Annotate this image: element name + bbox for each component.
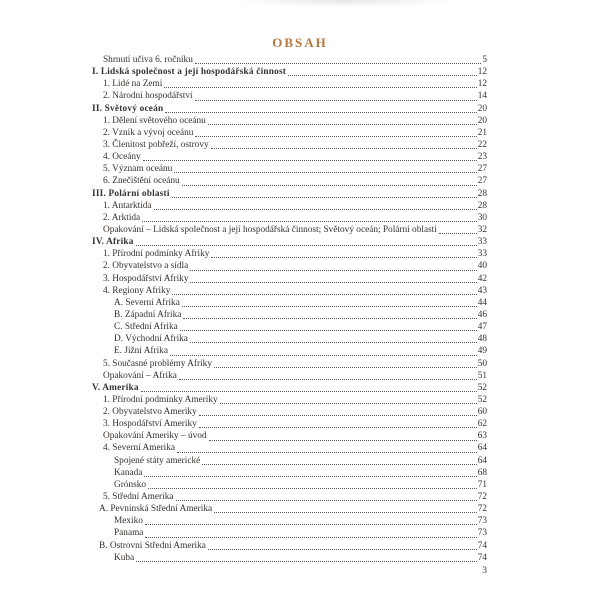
toc-entry-label: Spojené státy americké bbox=[114, 455, 201, 466]
dot-leader bbox=[214, 511, 477, 513]
dot-leader bbox=[199, 414, 477, 416]
dot-leader bbox=[180, 329, 477, 331]
toc-entry-label: E. Jižní Afrika bbox=[114, 346, 168, 357]
toc-entry bbox=[103, 224, 487, 236]
toc-entry bbox=[103, 285, 487, 297]
toc-entry-label: 6. Znečištění oceánu bbox=[103, 176, 180, 187]
toc-entry-label: II. Světový oceán bbox=[92, 103, 164, 114]
dot-leader bbox=[202, 463, 476, 465]
toc-entry bbox=[103, 200, 487, 212]
toc-entry-label: Kuba bbox=[114, 552, 135, 563]
toc-entry-label: A. Severní Afrika bbox=[114, 297, 180, 308]
toc-entry-page: 51 bbox=[477, 370, 487, 381]
toc-entry bbox=[114, 552, 487, 564]
toc-entry bbox=[114, 333, 487, 345]
toc-entry-page: 42 bbox=[477, 273, 487, 284]
toc-entry-label: 2. Národní hospodářství bbox=[103, 91, 193, 102]
toc-entry-page: 43 bbox=[477, 285, 487, 296]
toc-entry-page: 22 bbox=[477, 139, 487, 150]
toc-entry-page: 68 bbox=[477, 467, 487, 478]
toc-entry-page: 73 bbox=[477, 528, 487, 539]
toc-entry bbox=[103, 406, 487, 418]
toc-entry-page: 32 bbox=[477, 224, 487, 235]
toc-entry-page: 40 bbox=[477, 261, 487, 272]
dot-leader bbox=[174, 171, 476, 173]
toc-entry-page: 30 bbox=[477, 212, 487, 223]
toc-entry-label: Opakování Ameriky – úvod bbox=[103, 431, 207, 442]
dot-leader bbox=[165, 111, 476, 113]
toc-entry bbox=[103, 394, 487, 406]
toc-entry-page: 28 bbox=[477, 188, 487, 199]
toc-entry-page: 72 bbox=[477, 492, 487, 503]
toc-entry-page: 63 bbox=[477, 431, 487, 442]
toc-entry bbox=[103, 358, 487, 370]
toc-entry-label: 5. Současné problémy Afriky bbox=[103, 358, 212, 369]
toc-entry bbox=[114, 515, 487, 527]
dot-leader bbox=[190, 341, 477, 343]
toc-entry-label: Grónsko bbox=[114, 479, 147, 490]
toc-entry-page: 23 bbox=[477, 152, 487, 163]
toc-entry-label: III. Polární oblasti bbox=[92, 188, 170, 199]
toc-entry-page: 47 bbox=[477, 322, 487, 333]
toc-entry bbox=[103, 248, 487, 260]
toc-entry-page: 50 bbox=[477, 358, 487, 369]
toc-entry-label: 4. Severní Amerika bbox=[103, 443, 176, 454]
dot-leader bbox=[199, 426, 477, 428]
page-number: 3 bbox=[482, 566, 487, 576]
dot-leader bbox=[220, 402, 477, 404]
toc-entry-label: 5. Střední Amerika bbox=[103, 492, 174, 503]
toc-entry-page: 62 bbox=[477, 419, 487, 430]
scan-artifact bbox=[230, 0, 460, 6]
toc-entry-label: B. Západní Afrika bbox=[114, 309, 182, 320]
dot-leader bbox=[190, 281, 476, 283]
dot-leader bbox=[172, 293, 476, 295]
toc-entry-label: D. Východní Afrika bbox=[114, 334, 188, 345]
toc-entry-page: 74 bbox=[477, 552, 487, 563]
dot-leader bbox=[145, 523, 477, 525]
dot-leader bbox=[172, 196, 477, 198]
toc-entry bbox=[103, 163, 487, 175]
toc-entry bbox=[103, 115, 487, 127]
toc-entry-page: 44 bbox=[477, 297, 487, 308]
toc-entry-page: 46 bbox=[477, 309, 487, 320]
toc-entry-page: 21 bbox=[477, 127, 487, 138]
toc-entry-label: 1. Dělení světového oceánu bbox=[103, 115, 206, 126]
toc-entry-page: 5 bbox=[482, 54, 487, 65]
toc-entry bbox=[99, 503, 487, 515]
toc-entry bbox=[103, 175, 487, 187]
toc-entry-label: 3. Hospodářství Afriky bbox=[103, 273, 189, 284]
dot-leader bbox=[183, 317, 476, 319]
toc-entry bbox=[103, 139, 487, 151]
toc-entry-label: 4. Oceány bbox=[103, 152, 141, 163]
toc-entry-page: 12 bbox=[477, 79, 487, 90]
toc-entry-page: 60 bbox=[477, 407, 487, 418]
toc-entry bbox=[114, 479, 487, 491]
toc-entry-page: 71 bbox=[477, 479, 487, 490]
toc-entry-label: B. Ostrovní Střední Amerika bbox=[99, 540, 206, 551]
toc-entry bbox=[92, 236, 487, 248]
toc-entry-page: 20 bbox=[477, 115, 487, 126]
dot-leader bbox=[142, 220, 477, 222]
toc-entry-label: 1. Lidé na Zemi bbox=[103, 79, 163, 90]
toc-entry bbox=[103, 418, 487, 430]
toc-entry bbox=[114, 321, 487, 333]
toc-entry bbox=[114, 455, 487, 467]
toc-entry bbox=[92, 382, 487, 394]
dot-leader bbox=[211, 256, 476, 258]
toc-entry bbox=[103, 127, 487, 139]
dot-leader bbox=[190, 269, 476, 271]
toc-entry bbox=[103, 260, 487, 272]
dot-leader bbox=[214, 366, 477, 368]
toc-entry-page: 73 bbox=[477, 516, 487, 527]
toc-entry bbox=[92, 66, 487, 78]
dot-leader bbox=[164, 86, 476, 88]
toc-entry bbox=[114, 467, 487, 479]
dot-leader bbox=[209, 439, 477, 441]
toc-entry bbox=[103, 151, 487, 163]
toc-entry bbox=[103, 90, 487, 102]
toc-entry-page: 72 bbox=[477, 504, 487, 515]
toc-entry-label: Opakování – Afrika bbox=[103, 370, 177, 381]
toc-entry bbox=[103, 212, 487, 224]
toc-entry bbox=[103, 78, 487, 90]
toc-entry bbox=[114, 527, 487, 539]
dot-leader bbox=[182, 184, 477, 186]
toc-entry-label: 3. Hospodářství Ameriky bbox=[103, 419, 197, 430]
toc-entry bbox=[92, 103, 487, 115]
dot-leader bbox=[170, 354, 477, 356]
toc-entry bbox=[99, 540, 487, 552]
toc-entry-page: 64 bbox=[477, 455, 487, 466]
dot-leader bbox=[288, 74, 477, 76]
toc-entry bbox=[114, 345, 487, 357]
toc-entry-label: IV. Afrika bbox=[92, 237, 134, 248]
toc-entry-label: 2. Vznik a vývoj oceánu bbox=[103, 127, 194, 138]
toc-entry-label: Opakování – Lidská společnost a její hospodářská činnost; Světový oceán; Polární oblasti bbox=[103, 224, 437, 235]
dot-leader bbox=[179, 378, 477, 380]
dot-leader bbox=[145, 536, 476, 538]
toc-entry-page: 27 bbox=[477, 176, 487, 187]
toc-entry-label: Kanada bbox=[114, 467, 143, 478]
toc-entry-page: 52 bbox=[477, 382, 487, 393]
toc-entry bbox=[114, 297, 487, 309]
dot-leader bbox=[211, 147, 477, 149]
toc-entry-label: I. Lidská společnost a její hospodářská činnost bbox=[92, 67, 287, 78]
toc-entry-page: 20 bbox=[477, 103, 487, 114]
toc-entry-page: 28 bbox=[477, 200, 487, 211]
toc-entry bbox=[103, 54, 487, 66]
toc-entry-page: 33 bbox=[477, 249, 487, 260]
dot-leader bbox=[208, 123, 477, 125]
toc-entry-label: 2. Obyvatelstvo a sídla bbox=[103, 261, 189, 272]
toc-entry-page: 74 bbox=[477, 540, 487, 551]
toc-entry-page: 12 bbox=[477, 67, 487, 78]
toc-entry-label: 2. Obyvatelstvo Ameriky bbox=[103, 407, 197, 418]
toc-entry-label: 5. Význam oceánu bbox=[103, 164, 173, 175]
toc-entry-label: Shrnutí učiva 6. ročníku bbox=[103, 54, 193, 65]
dot-leader bbox=[182, 305, 477, 307]
dot-leader bbox=[195, 135, 476, 137]
toc-entry bbox=[103, 491, 487, 503]
toc-entry-label: V. Amerika bbox=[92, 382, 139, 393]
dot-leader bbox=[136, 560, 477, 562]
dot-leader bbox=[195, 62, 481, 64]
toc-entry bbox=[114, 309, 487, 321]
toc-entry-label: 4. Regiony Afriky bbox=[103, 285, 171, 296]
dot-leader bbox=[208, 548, 477, 550]
toc-entry-label: 1. Přírodní podmínky Afriky bbox=[103, 249, 210, 260]
dot-leader bbox=[136, 244, 477, 246]
dot-leader bbox=[439, 232, 477, 234]
toc-entry-label: 1. Přírodní podmínky Ameriky bbox=[103, 394, 218, 405]
toc-entry-label: 1. Antarktida bbox=[103, 200, 152, 211]
toc-entry-page: 52 bbox=[477, 394, 487, 405]
dot-leader bbox=[141, 390, 477, 392]
dot-leader bbox=[148, 487, 477, 489]
toc-entry-label: C. Střední Afrika bbox=[114, 322, 178, 333]
toc-entry bbox=[103, 443, 487, 455]
toc-entry-page: 33 bbox=[477, 237, 487, 248]
dot-leader bbox=[176, 499, 477, 501]
toc-entry-page: 27 bbox=[477, 164, 487, 175]
dot-leader bbox=[195, 99, 477, 101]
toc-entry bbox=[103, 430, 487, 442]
toc-entry-label: Panama bbox=[114, 528, 144, 539]
dot-leader bbox=[154, 208, 477, 210]
toc-entry bbox=[103, 370, 487, 382]
toc-entry-page: 64 bbox=[477, 443, 487, 454]
dot-leader bbox=[177, 451, 477, 453]
page-title: OBSAH bbox=[272, 35, 328, 50]
toc-entry-label: 3. Členitost pobřeží, ostrovy bbox=[103, 139, 209, 150]
toc-entry-page: 48 bbox=[477, 334, 487, 345]
toc-entry-page: 14 bbox=[477, 91, 487, 102]
toc-entry-page: 49 bbox=[477, 346, 487, 357]
table-of-contents bbox=[92, 54, 487, 564]
dot-leader bbox=[144, 475, 476, 477]
toc-entry bbox=[92, 188, 487, 200]
toc-entry-label: 2. Arktida bbox=[103, 212, 141, 223]
toc-entry bbox=[103, 273, 487, 285]
toc-entry-label: A. Pevninská Střední Amerika bbox=[99, 504, 213, 515]
dot-leader bbox=[143, 159, 477, 161]
toc-entry-label: Mexiko bbox=[114, 516, 143, 527]
